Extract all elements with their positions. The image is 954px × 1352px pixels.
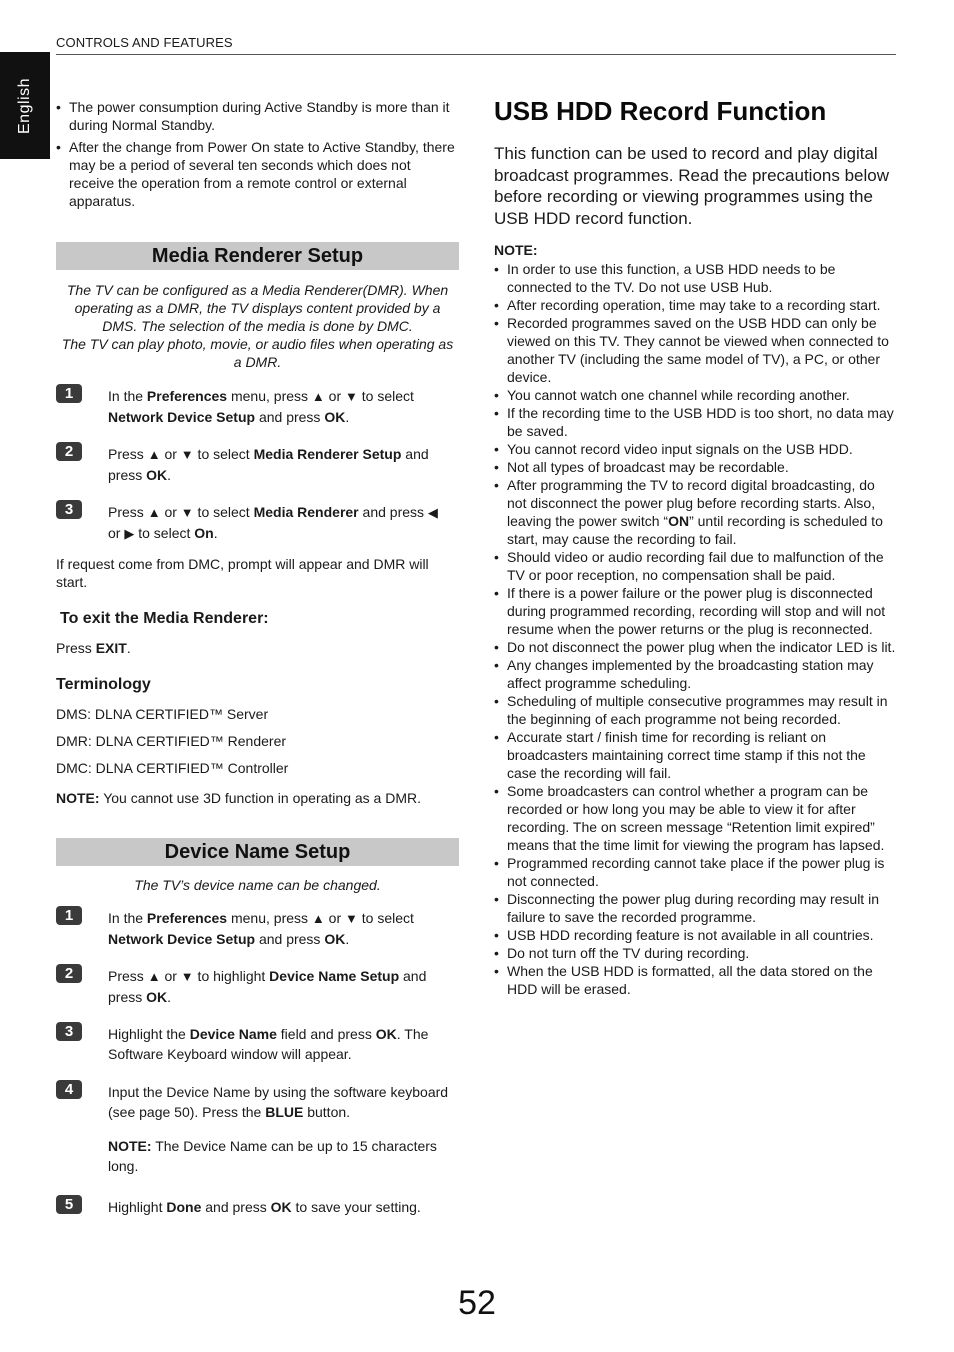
step-text: Press ▲ or ▼ to select Media Renderer Setup and press OK.	[108, 446, 429, 483]
exit-text: Press EXIT.	[56, 640, 131, 656]
right-arrow-icon: ▶	[124, 526, 135, 541]
usb-hdd-notes	[494, 260, 896, 998]
list-item: • Accurate start / finish time for recording is reliant on broadcasters maintaining correct time stamp if this not the case the recording will fail.	[494, 728, 896, 782]
list-item: • You cannot record video input signals on the USB HDD.	[494, 440, 896, 458]
language-tab	[0, 52, 50, 159]
step-text: Press ▲ or ▼ to select Media Renderer and press ◀ or ▶ to select On.	[108, 504, 438, 541]
device-name-intro: The TV’s device name can be changed.	[134, 877, 381, 893]
header-divider	[56, 54, 896, 55]
step-number: 1	[56, 384, 82, 403]
device-name-heading: Device Name Setup	[56, 838, 459, 866]
dmr-note: NOTE: You cannot use 3D function in operating as a DMR.	[56, 790, 421, 806]
list-item: • Do not disconnect the power plug when the indicator LED is lit.	[494, 638, 896, 656]
page-number: 52	[458, 1284, 496, 1322]
list-item: • Recorded programmes saved on the USB HDD can only be viewed on this TV. They cannot be viewed when connected to another TV (including the same model of TV), a PC, or other device.	[494, 314, 896, 386]
lead-paragraph: This function can be used to record and play digital broadcast programmes. Read the precautions below before recording or viewing programmes using the USB HDD record function.	[494, 144, 889, 228]
list-item: • Not all types of broadcast may be recordable.	[494, 458, 896, 476]
left-arrow-icon: ◀	[427, 505, 438, 520]
media-renderer-heading: Media Renderer Setup	[56, 242, 459, 270]
step-number: 3	[56, 500, 82, 519]
down-arrow-icon: ▼	[180, 969, 194, 984]
list-item: • Disconnecting the power plug during recording may result in failure to save the recorded programme.	[494, 890, 896, 926]
down-arrow-icon: ▼	[345, 389, 358, 404]
step-number: 1	[56, 906, 82, 925]
step-text: In the Preferences menu, press ▲ or ▼ to select Network Device Setup and press OK.	[108, 910, 414, 947]
step-number: 2	[56, 442, 82, 461]
step-number: 4	[56, 1080, 82, 1099]
note-label: NOTE:	[494, 242, 538, 258]
up-arrow-icon: ▲	[311, 389, 325, 404]
section-header: CONTROLS AND FEATURES	[56, 35, 233, 50]
term-item: DMC: DLNA CERTIFIED™ Controller	[56, 760, 289, 776]
list-item: • USB HDD recording feature is not available in all countries.	[494, 926, 896, 944]
list-item: • Should video or audio recording fail due to malfunction of the TV or poor reception, no compensation shall be paid.	[494, 548, 896, 584]
standby-notes	[56, 98, 459, 210]
list-item: • The power consumption during Active Standby is more than it during Normal Standby.	[56, 98, 459, 134]
list-item: • Some broadcasters can control whether a program can be recorded or how long you may be able to view it for after recording. The on screen message “Retention limit expired” means that the time limit for viewing the program has lapsed.	[494, 782, 896, 854]
term-item: DMS: DLNA CERTIFIED™ Server	[56, 706, 269, 722]
list-item: • If the recording time to the USB HDD is too short, no data may be saved.	[494, 404, 896, 440]
list-item: • If there is a power failure or the power plug is disconnected during programmed recording, recording will stop and will not resume when the power returns or the plug is reconnected.	[494, 584, 896, 638]
dmr-request-text: If request come from DMC, prompt will appear and DMR will start.	[56, 556, 429, 590]
exit-heading: To exit the Media Renderer:	[60, 610, 269, 627]
down-arrow-icon: ▼	[180, 505, 194, 520]
step-number: 2	[56, 964, 82, 983]
list-item: • After programming the TV to record digital broadcasting, do not disconnect the power plug before recording starts. Also, leaving the power switch “ON” until recording is scheduled to start, may cause the recording to fail.	[494, 476, 896, 548]
language-label: English	[16, 77, 34, 134]
list-item: • In order to use this function, a USB HDD needs to be connected to the TV. Do not use USB Hub.	[494, 260, 896, 296]
step-text: Input the Device Name by using the software keyboard (see page 50). Press the BLUE button.	[108, 1084, 449, 1120]
step-number: 5	[56, 1195, 82, 1214]
step-text: In the Preferences menu, press ▲ or ▼ to select Network Device Setup and press OK.	[108, 388, 414, 425]
list-item: • Do not turn off the TV during recording.	[494, 944, 896, 962]
up-arrow-icon: ▲	[147, 505, 161, 520]
list-item: • When the USB HDD is formatted, all the data stored on the HDD will be erased.	[494, 962, 896, 998]
down-arrow-icon: ▼	[345, 911, 358, 926]
step-text: Press ▲ or ▼ to highlight Device Name Setup and press OK.	[108, 968, 427, 1005]
step-number: 3	[56, 1022, 82, 1041]
up-arrow-icon: ▲	[147, 969, 161, 984]
page-title: USB HDD Record Function	[494, 96, 827, 126]
list-item: • You cannot watch one channel while recording another.	[494, 386, 896, 404]
step-text: Highlight the Device Name field and press OK. The Software Keyboard window will appear.	[108, 1026, 429, 1062]
terminology-heading: Terminology	[56, 676, 151, 693]
list-item: • After recording operation, time may take to a recording start.	[494, 296, 896, 314]
up-arrow-icon: ▲	[147, 447, 161, 462]
term-item: DMR: DLNA CERTIFIED™ Renderer	[56, 733, 287, 749]
step-text: Highlight Done and press OK to save your setting.	[108, 1199, 421, 1215]
media-renderer-intro: The TV can be configured as a Media Renderer(DMR). When operating as a DMR, the TV displays content provided by a DMS. The selection of the media is done by DMC. The TV can play photo, movie, or audio files when operating as a DMR.	[61, 282, 454, 370]
down-arrow-icon: ▼	[180, 447, 194, 462]
list-item: • After the change from Power On state to Active Standby, there may be a period of several ten seconds which does not receive the operation from a remote control or external apparatus.	[56, 138, 459, 210]
list-item: • Scheduling of multiple consecutive programmes may result in the beginning of each programme not being recorded.	[494, 692, 896, 728]
list-item: • Programmed recording cannot take place if the power plug is not connected.	[494, 854, 896, 890]
step-note-text: NOTE: The Device Name can be up to 15 characters long.	[108, 1138, 437, 1174]
list-item: • Any changes implemented by the broadcasting station may affect programme scheduling.	[494, 656, 896, 692]
up-arrow-icon: ▲	[311, 911, 325, 926]
